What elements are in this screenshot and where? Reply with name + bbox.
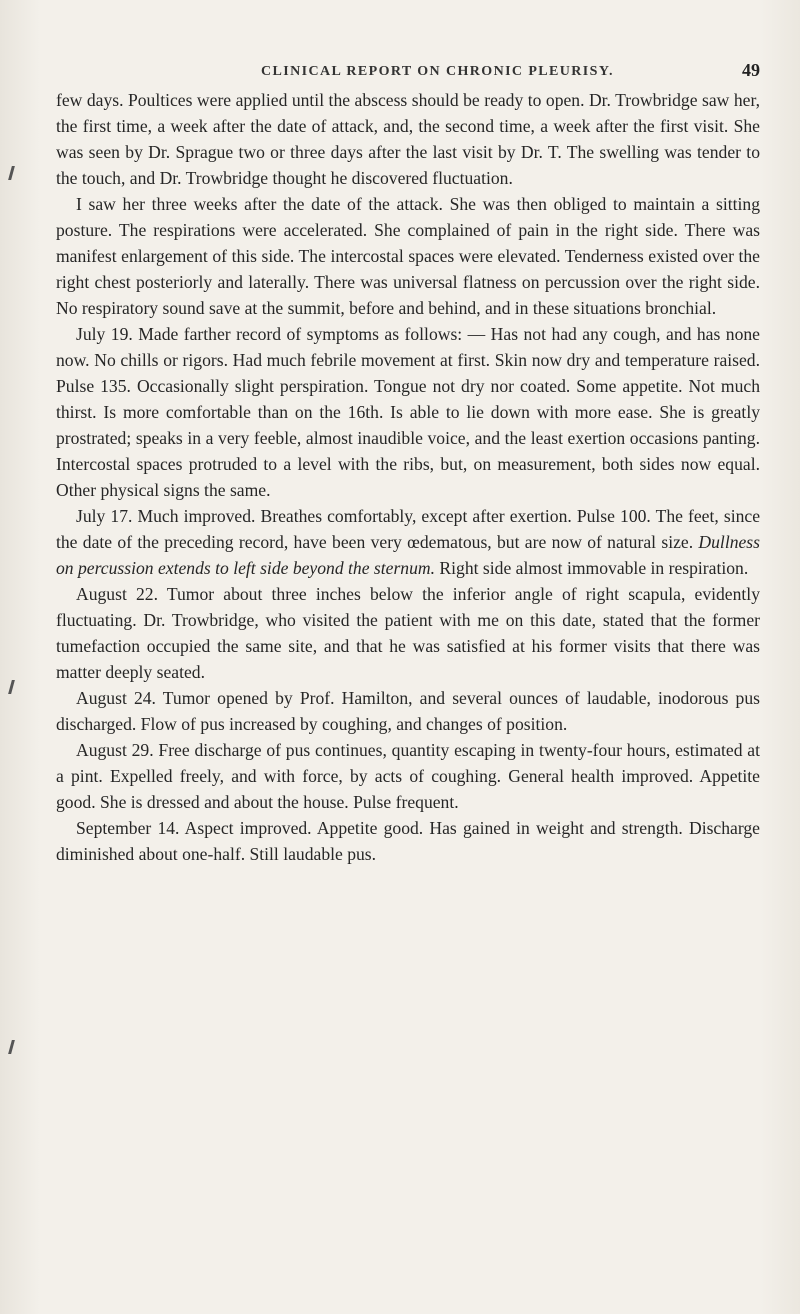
paragraph: July 19. Made farther record of symptoms as follows: — Has not had any cough, and has none now. No chills or rigors. Had much febrile movement at first. Skin now dry and temperature raised. Pulse 135. Occasionally slight perspiration. Tongue not dry nor coated. Some appetite. Not much thirst. Is more comfortable than on the 16th. Is able to lie down with more ease. She is greatly prostrated; speaks in a very feeble, almost inaudible voice, and the least exertion occasions panting. Intercostal spaces protruded to a level with the ribs, but, on measurement, both sides now equal. Other physical signs the same. bbox=[56, 324, 760, 500]
margin-pencil-mark bbox=[8, 680, 15, 694]
paragraph-text: July 17. Much improved. Breathes comfortably, except after exertion. Pulse 100. The feet, since the date of the preceding record, have been very œdematous, but are now of natural size. bbox=[56, 506, 760, 552]
paragraph: August 29. Free discharge of pus continues, quantity escaping in twenty-four hours, estimated at a pint. Expelled freely, and with force, by acts of coughing. General health improved. Appetite good. She is dressed and about the house. Pulse frequent. bbox=[56, 740, 760, 812]
running-title: CLINICAL REPORT ON CHRONIC PLEURISY. bbox=[261, 64, 614, 79]
margin-pencil-mark bbox=[8, 166, 15, 180]
paragraph: August 22. Tumor about three inches below the inferior angle of right scapula, evidently fluctuating. Dr. Trowbridge, who visited the patient with me on this date, stated that the former tumefaction occupied the same site, and that he was satisfied at his former visits that there was matter deeply seated. bbox=[56, 584, 760, 682]
italic-emphasis: Dullness on percussion extends to left side beyond the sternum. bbox=[56, 532, 760, 578]
paragraph: I saw her three weeks after the date of the attack. She was then obliged to maintain a sitting posture. The respirations were accelerated. She complained of pain in the right side. There was manifest enlargement of this side. The intercostal spaces were elevated. Tenderness existed over the right chest posteriorly and laterally. There was universal flatness on percussion over the right side. No respiratory sound save at the summit, before and behind, and in these situations bronchial. bbox=[56, 194, 760, 318]
body-text bbox=[56, 87, 760, 867]
paragraph: few days. Poultices were applied until the abscess should be ready to open. Dr. Trowbridge saw her, the first time, a week after the date of attack, and, the second time, a week after the first visit. She was seen by Dr. Sprague two or three days after the last visit by Dr. T. The swelling was tender to the touch, and Dr. Trowbridge thought he discovered fluctuation. bbox=[56, 90, 760, 188]
paragraph: September 14. Aspect improved. Appetite good. Has gained in weight and strength. Discharge diminished about one-half. Still laudable pus. bbox=[56, 818, 760, 864]
margin-pencil-mark bbox=[8, 1040, 15, 1054]
paragraph bbox=[56, 503, 760, 581]
page-number: 49 bbox=[742, 60, 760, 80]
paragraph-text: Right side almost immovable in respiration. bbox=[435, 558, 749, 578]
paragraph: August 24. Tumor opened by Prof. Hamilton, and several ounces of laudable, inodorous pus discharged. Flow of pus increased by coughing, and changes of position. bbox=[56, 688, 760, 734]
page-header bbox=[115, 62, 760, 86]
